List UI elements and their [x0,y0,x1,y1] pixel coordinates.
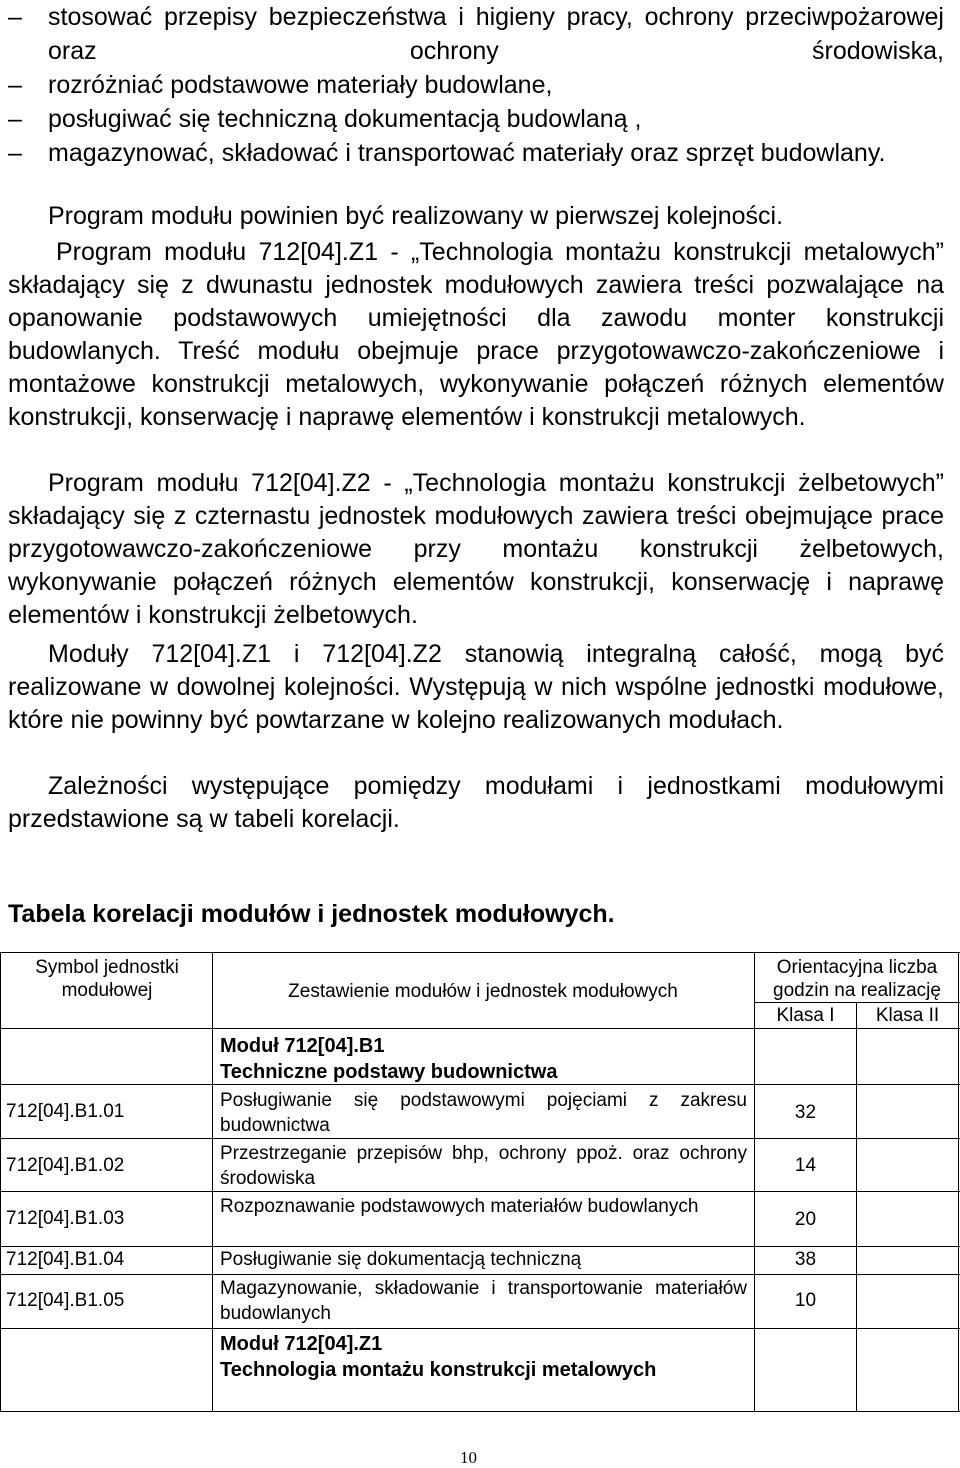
table-title: Tabela korelacji modułów i jednostek modułowych. [8,900,615,928]
skills-list [0,0,944,170]
module-b1-title: Moduł 712[04].B1 [220,1035,385,1057]
row-divider [0,1328,960,1329]
row-name: Rozpoznawanie podstawowych materiałów budowlanych [220,1196,699,1217]
paragraph-modules-integral: Moduły 712[04].Z1 i 712[04].Z2 stanowią integralną całość, mogą być realizowane w dowolnej kolejności. Występują w nich wspólne jednostki modułowe, które nie powinny być powtarzane w kolejno realizowanych modułach. [8,640,944,734]
row-symbol: 712[04].B1.03 [6,1208,125,1229]
col-divider [212,952,213,1412]
header-symbol: Symbol jednostki modułowej [35,957,179,1001]
row-hours-class-1: 38 [794,1249,817,1270]
col-divider [856,1002,857,1412]
paragraph-dependencies: Zależności występujące pomiędzy modułami i jednostkami modułowymi przedstawione są w tabeli korelacji. [8,772,944,833]
correlation-table [0,952,960,1412]
paragraph-order: Program modułu powinien być realizowany w pierwszej kolejności. [48,202,784,230]
row-symbol: 712[04].B1.01 [6,1101,125,1122]
bullet-marker: – [8,105,22,133]
header-class-2: Klasa II [875,1005,940,1026]
module-z1-title: Moduł 712[04].Z1 [220,1333,383,1355]
module-b1-subtitle: Techniczne podstawy budownictwa [220,1061,558,1083]
table-border-right [958,952,959,1412]
row-name: Magazynowanie, składowanie i transportowanie materiałów budowlanych [220,1278,747,1324]
page-number: 10 [460,1448,477,1467]
row-hours-class-1: 20 [794,1209,817,1230]
row-hours-class-1: 10 [794,1290,817,1311]
header-divider [754,1002,960,1003]
row-name: Posługiwanie się dokumentacją techniczną [220,1249,582,1270]
bullet-marker: – [8,139,22,167]
list-item-text: rozróżniać podstawowe materiały budowlane, [48,71,553,99]
row-hours-class-1: 14 [794,1155,817,1176]
header-divider [0,1028,960,1029]
row-symbol: 712[04].B1.05 [6,1290,125,1311]
row-divider [0,1274,960,1275]
list-item [0,102,944,136]
table-border-left [0,952,1,1412]
list-item [0,136,944,170]
list-item-text: posługiwać się techniczną dokumentacją budowlaną , [48,105,642,133]
row-symbol: 712[04].B1.02 [6,1155,125,1176]
list-item [0,68,944,102]
paragraph-module-z2: Program modułu 712[04].Z2 - „Technologia montażu konstrukcji żelbetowych” składający się z czternastu jednostek modułowych zawiera treści obejmujące prace przygotowawczo-zakończeniowe przy montażu konstrukcji żelbetowych, wykonywanie połączeń różnych elementów konstrukcji, konserwację i naprawę elementów i konstrukcji żelbetowych. [8,469,944,629]
row-name: Przestrzeganie przepisów bhp, ochrony ppoż. oraz ochrony środowiska [220,1143,747,1189]
list-item-text: magazynować, składować i transportować materiały oraz sprzęt budowlany. [48,139,886,167]
bullet-marker: – [8,3,22,31]
bullet-marker: – [8,71,22,99]
paragraph-module-z1: Program modułu 712[04].Z1 - „Technologia montażu konstrukcji metalowych” składający się z dwunastu jednostek modułowych zawiera treści pozwalające na opanowanie podstawowych umiejętności dla zawodu monter konstrukcji budowlanych. Treść modułu obejmuje prace przygotowawczo-zakończeniowe i montażowe konstrukcji metalowych, wykonywanie połączeń różnych elementów konstrukcji, konserwację i naprawę elementów i konstrukcji metalowych. [8,238,944,431]
row-symbol: 712[04].B1.04 [6,1249,125,1270]
row-divider [0,1191,960,1192]
header-composition: Zestawienie modułów i jednostek modułowych [288,981,678,1002]
list-item-text: stosować przepisy bezpieczeństwa i higieny pracy, ochrony przeciwpożarowej oraz ochrony środowiska, [48,3,944,65]
table-border-top [0,952,960,953]
row-hours-class-1: 32 [794,1102,817,1123]
module-z1-subtitle: Technologia montażu konstrukcji metalowych [220,1359,657,1381]
row-divider [0,1138,960,1139]
row-divider [0,1246,960,1247]
header-class-1: Klasa I [776,1005,835,1026]
header-hours: Orientacyjna liczba godzin na realizację [773,957,941,1001]
table-border-bottom [0,1411,960,1412]
row-name: Posługiwanie się podstawowymi pojęciami z zakresu budownictwa [220,1090,747,1136]
list-item [0,0,944,68]
